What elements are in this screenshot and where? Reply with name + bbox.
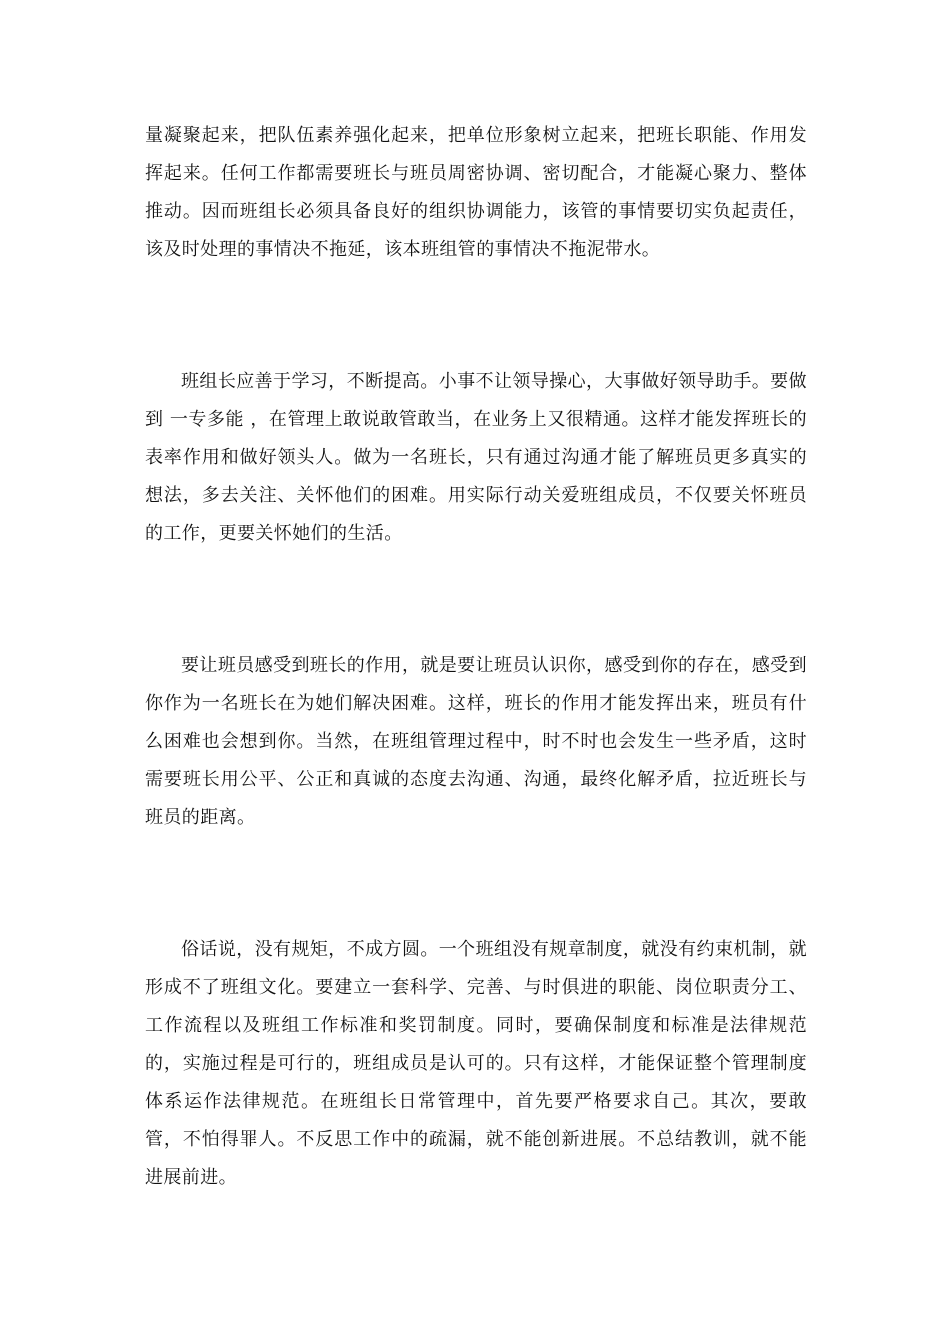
paragraph-spacer <box>145 553 807 647</box>
paragraph-learning: 班组长应善于学习，不断提高。小事不让领导操心，大事做好领导助手。要做到 一专多能 ，在管理上敢说敢管敢当，在业务上又很精通。这样才能发挥班长的表率作用和做好领头人。做为一名班长，只有通过沟通才能了解班员更多真实的想法，多去关注、关怀他们的困难。用实际行动关爱班组成员，不仅要关怀班员的工作，更要关怀她们的生活。 <box>145 371 807 544</box>
document-body <box>145 117 807 1197</box>
paragraph-continuation: 量凝聚起来，把队伍素养强化起来，把单位形象树立起来，把班长职能、作用发挥起来。任何工作都需要班长与班员周密协调、密切配合，才能凝心聚力、整体推动。因而班组长必须具备良好的组织协调能力，该管的事情要切实负起责任，该及时处理的事情决不拖延，该本班组管的事情决不拖泥带水。 <box>145 125 807 260</box>
paragraph-rules: 俗话说，没有规矩，不成方圆。一个班组没有规章制度，就没有约束机制，就形成不了班组文化。要建立一套科学、完善、与时俱进的职能、岗位职责分工、工作流程以及班组工作标准和奖罚制度。同时，要确保制度和标准是法律规范的，实施过程是可行的，班组成员是认可的。只有这样，才能保证整个管理制度体系运作法律规范。在班组长日常管理中，首先要严格要求自己。其次，要敢管，不怕得罪人。不反思工作中的疏漏，就不能创新进展。不总结教训，就不能进展前进。 <box>145 939 807 1188</box>
paragraph-spacer <box>145 269 807 363</box>
paragraph-role: 要让班员感受到班长的作用，就是要让班员认识你，感受到你的存在，感受到你作为一名班长在为她们解决困难。这样，班长的作用才能发挥出来，班员有什么困难也会想到你。当然，在班组管理过程中，时不时也会发生一些矛盾，这时需要班长用公平、公正和真诚的态度去沟通、沟通，最终化解矛盾，拉近班长与班员的距离。 <box>145 655 807 828</box>
paragraph-spacer <box>145 837 807 931</box>
